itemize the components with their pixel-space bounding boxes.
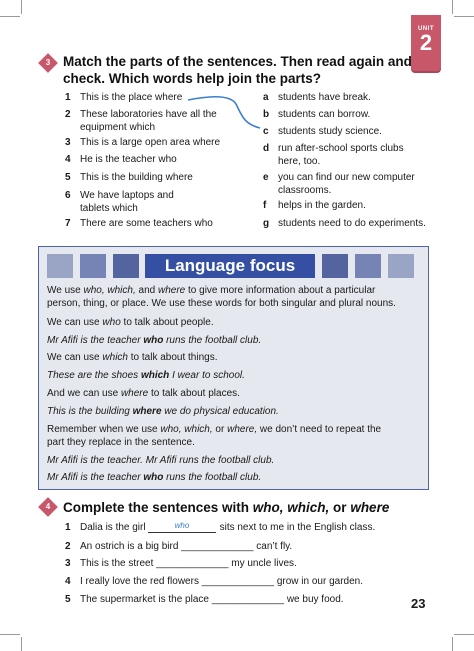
crop-mark [0, 16, 20, 17]
crop-mark [0, 634, 20, 635]
sentence-start: I really love the red flowers [80, 576, 199, 587]
focus-example: Mr Afifi is the teacher who runs the football club. [47, 335, 262, 346]
sentence-start: The supermarket is the place [80, 594, 209, 605]
crop-mark [452, 0, 453, 14]
sentence-start: This is the street [80, 558, 154, 569]
answer-blank[interactable]: _____________ [181, 541, 254, 552]
item-number: 7 [65, 218, 71, 229]
item-text [80, 190, 174, 215]
item-text [80, 218, 213, 231]
item-text [278, 92, 371, 105]
item-text [80, 594, 344, 607]
decorative-square [47, 254, 73, 278]
item-line: We have laptops and [80, 190, 174, 201]
item-text [278, 218, 426, 231]
item-text [278, 109, 370, 122]
item-text [80, 172, 193, 185]
exercise-number: 4 [45, 502, 51, 511]
item-line: This is a large open area where [80, 137, 221, 148]
item-number: 4 [65, 154, 71, 165]
answer-blank[interactable]: _____________ [156, 558, 229, 569]
item-text [278, 172, 415, 197]
item-line: equipment which [80, 121, 156, 133]
sentence-end: grow in our garden. [276, 576, 363, 587]
item-line: classrooms. [278, 184, 332, 196]
item-letter: d [263, 143, 270, 154]
item-number: 3 [65, 137, 71, 148]
answer-blank[interactable]: _____________ [211, 594, 285, 605]
item-line: you can find our new computer [278, 172, 415, 183]
item-line: These laboratories have all the [80, 109, 217, 120]
crop-mark [21, 0, 22, 14]
focus-paragraph: We can use who to talk about people. [47, 317, 214, 328]
focus-example: This is the building where we do physical education. [47, 406, 279, 417]
item-line: students have break. [278, 92, 371, 103]
item-text [80, 541, 292, 554]
item-line: helps in the garden. [278, 200, 366, 211]
exercise-instruction: Complete the sentences with who, which, or where [63, 500, 390, 515]
page-number: 23 [411, 596, 426, 611]
language-focus-box [38, 246, 429, 490]
item-number: 1 [65, 92, 71, 103]
decorative-square [80, 254, 106, 278]
language-focus-title: Language focus [145, 254, 315, 278]
sentence-end: my uncle lives. [231, 558, 297, 569]
item-line: run after-school sports clubs [278, 143, 404, 154]
crop-mark [452, 637, 453, 651]
item-letter: f [263, 200, 267, 211]
item-line: students study science. [278, 126, 382, 137]
item-number: 4 [65, 576, 71, 587]
item-line: This is the place where [80, 92, 183, 103]
decorative-square [113, 254, 139, 278]
item-text [80, 137, 220, 150]
crop-mark [454, 16, 474, 17]
unit-tab [411, 15, 441, 71]
item-text [278, 126, 382, 139]
item-letter: g [263, 218, 270, 229]
focus-example: Mr Afifi is the teacher who runs the football club. [47, 472, 262, 483]
item-letter: c [263, 126, 269, 137]
instruction-line: Match the parts of the sentences. Then read again and [63, 54, 412, 69]
sentence-start: An ostrich is a big bird [80, 541, 179, 552]
item-number: 2 [65, 541, 71, 552]
item-number: 3 [65, 558, 71, 569]
item-line: tablets which [80, 202, 138, 214]
item-text [278, 143, 404, 168]
item-text [80, 522, 375, 535]
decorative-square [322, 254, 348, 278]
answer-blank[interactable]: _____________ [201, 576, 275, 587]
focus-example: Mr Afifi is the teacher. Mr Afifi runs the football club. [47, 455, 275, 466]
focus-paragraph: Remember when we use who, which, or where, we don’t need to repeat the part they replace in the sentence. [47, 424, 382, 448]
focus-paragraph: We can use which to talk about things. [47, 352, 218, 363]
item-number: 2 [65, 109, 71, 120]
decorative-square [388, 254, 414, 278]
exercise-instruction [63, 53, 412, 87]
focus-paragraph: And we can use where to talk about places. [47, 388, 240, 399]
item-letter: e [263, 172, 269, 183]
sentence-end: sits next to me in the English class. [219, 522, 376, 533]
item-number: 1 [65, 522, 71, 533]
match-line [186, 92, 266, 134]
item-text [80, 92, 182, 105]
sentence-end: can’t fly. [256, 541, 293, 552]
item-text [80, 558, 297, 571]
item-line: here, too. [278, 155, 321, 167]
item-number: 5 [65, 172, 71, 183]
item-number: 5 [65, 594, 71, 605]
crop-mark [21, 637, 22, 651]
sentence-end: we buy food. [286, 594, 344, 605]
decorative-square [355, 254, 381, 278]
sentence-start: Dalia is the girl [80, 522, 146, 533]
focus-paragraph: We use who, which, and where to give more information about a particular person, thing, or place. We use these words for both singular and plural nouns. [47, 285, 396, 309]
crop-mark [454, 634, 474, 635]
item-letter: b [263, 109, 270, 120]
item-text [80, 576, 363, 589]
item-letter: a [263, 92, 269, 103]
focus-example: These are the shoes which I wear to school. [47, 370, 245, 381]
item-line: students can borrow. [278, 109, 371, 120]
item-line: There are some teachers who [80, 218, 213, 229]
unit-label: UNIT [418, 26, 434, 32]
item-line: students need to do experiments. [278, 218, 426, 229]
exercise-number: 3 [45, 58, 51, 67]
unit-number: 2 [419, 30, 433, 55]
item-text [278, 200, 366, 213]
item-text [80, 154, 177, 167]
item-line: He is the teacher who [80, 154, 177, 165]
item-number: 6 [65, 190, 71, 201]
item-line: This is the building where [80, 172, 193, 183]
instruction-line: check. Which words help join the parts? [63, 71, 322, 86]
answer-blank[interactable]: who [148, 521, 216, 533]
